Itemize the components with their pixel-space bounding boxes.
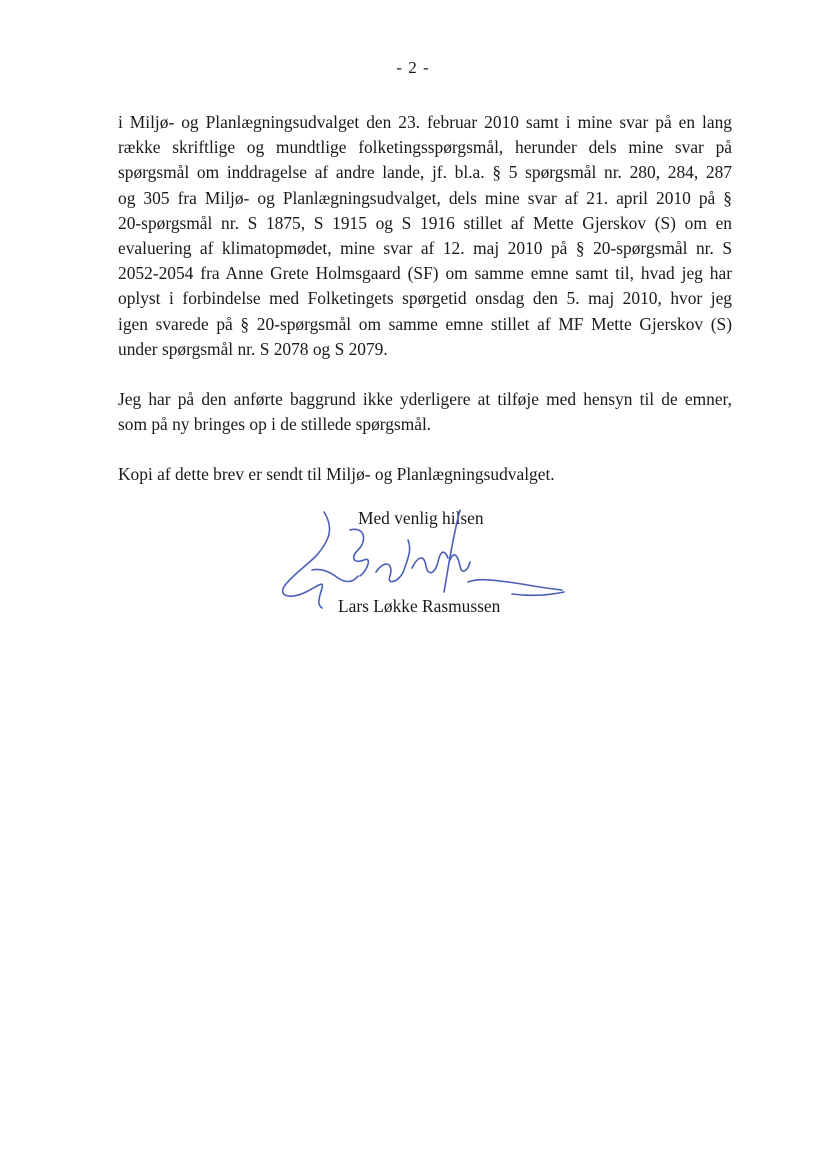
handwritten-signature <box>272 500 572 620</box>
text-line: række skriftlige og mundtlige folketingsspørgsmål, herunder dels mine svar på <box>118 137 732 158</box>
signer-name: Lars Løkke Rasmussen <box>338 596 501 616</box>
page-number: - 2 - <box>396 58 430 77</box>
paragraph-copy-note <box>118 462 732 487</box>
text-line: oplyst i forbindelse med Folketingets spørgetid onsdag den 5. maj 2010, hvor jeg <box>118 288 732 309</box>
text-line: 2052-2054 fra Anne Grete Holmsgaard (SF) om samme emne samt til, hvad jeg har <box>118 263 732 284</box>
text-line: i Miljø- og Planlægningsudvalget den 23. februar 2010 samt i mine svar på en lang <box>118 112 732 132</box>
text-line: Kopi af dette brev er sendt til Miljø- og Planlægningsudvalget. <box>118 464 555 485</box>
letter-body <box>118 110 732 513</box>
paragraph-conclusion <box>118 387 732 437</box>
closing-salutation: Med venlig hilsen <box>358 508 484 528</box>
text-line: igen svarede på § 20-spørgsmål om samme emne stillet af MF Mette Gjerskov (S) <box>118 313 732 334</box>
text-line: spørgsmål om inddragelse af andre lande, jf. bl.a. § 5 spørgsmål nr. 280, 284, 287 <box>118 162 732 183</box>
text-line: 20-spørgsmål nr. S 1875, S 1915 og S 1916 stillet af Mette Gjerskov (S) om en <box>118 212 732 233</box>
paragraph-references <box>118 110 732 362</box>
text-line: evaluering af klimatopmødet, mine svar af 12. maj 2010 på § 20-spørgsmål nr. S <box>118 238 732 259</box>
text-line: og 305 fra Miljø- og Planlægningsudvalget, dels mine svar af 21. april 2010 på § <box>118 187 732 208</box>
text-line: som på ny bringes op i de stillede spørgsmål. <box>118 414 432 435</box>
text-line: Jeg har på den anførte baggrund ikke yderligere at tilføje med hensyn til de emner, <box>118 389 732 410</box>
text-line: under spørgsmål nr. S 2078 og S 2079. <box>118 338 388 359</box>
